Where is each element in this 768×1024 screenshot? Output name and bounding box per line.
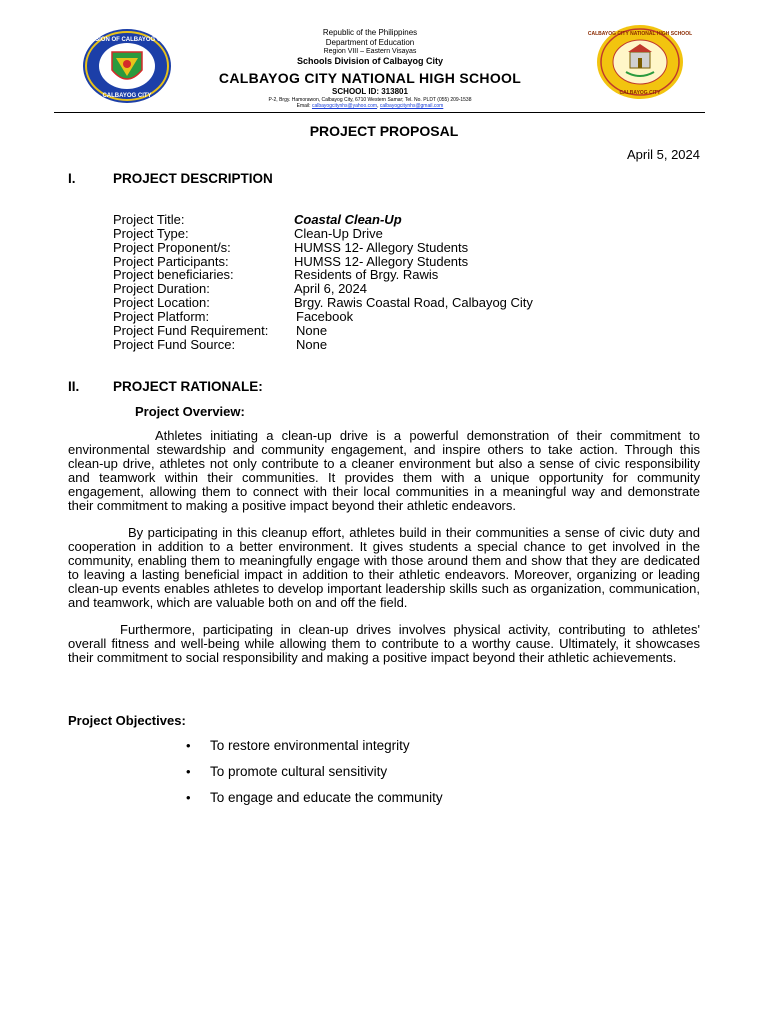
detail-label: Project Type:	[113, 225, 189, 241]
detail-row-duration	[113, 282, 713, 296]
detail-label: Project Title:	[113, 212, 185, 227]
right-seal-top-text: CALBAYOG CITY NATIONAL HIGH SCHOOL	[587, 31, 693, 37]
email-separator: ,	[377, 103, 379, 109]
right-seal-bottom-text: CALBAYOG CITY	[619, 90, 661, 96]
detail-row-platform	[113, 310, 713, 324]
list-item	[186, 738, 686, 764]
section-2-title: PROJECT RATIONALE:	[113, 379, 263, 394]
document-date: April 5, 2024	[627, 147, 700, 162]
detail-value: Facebook	[296, 308, 354, 324]
detail-row-title	[113, 213, 713, 227]
overview-heading: Project Overview:	[135, 404, 245, 419]
bullet-icon: •	[186, 764, 191, 779]
list-item	[186, 790, 686, 816]
detail-row-participants	[113, 255, 713, 269]
detail-row-fund-source	[113, 338, 713, 352]
detail-value: HUMSS 12- Allegory Students	[294, 253, 469, 269]
detail-value-title: Coastal Clean-Up	[294, 212, 402, 227]
detail-label: Project Location:	[113, 295, 210, 311]
objective-text: To promote cultural sensitivity	[210, 764, 388, 779]
objectives-list	[186, 738, 686, 816]
objectives-heading: Project Objectives:	[68, 713, 186, 728]
detail-label: Project Fund Requirement:	[113, 322, 269, 338]
letterhead-divider	[54, 112, 705, 113]
detail-label: Project Participants:	[113, 253, 229, 269]
school-name: CALBAYOG CITY NATIONAL HIGH SCHOOL	[218, 70, 522, 86]
detail-row-proponents	[113, 241, 713, 255]
detail-value: Clean-Up Drive	[294, 225, 383, 241]
email-link-gmail[interactable]: calbayogcitynhs@gmail.com	[379, 103, 444, 109]
rationale-paragraph-3: Furthermore, participating in clean-up drives involves physical activity, contributing to athletes' overall fitness and well-being while allowing them to contribute to a worthy cause. Ultimately, it showcases their commitment to social responsibility and making a positive impact beyond their athletic achievements.	[68, 622, 700, 665]
detail-row-beneficiaries	[113, 268, 713, 282]
detail-row-type	[113, 227, 713, 241]
detail-label: Project Fund Source:	[113, 336, 236, 352]
region-text: Region VIII – Eastern Visayas	[323, 48, 417, 55]
detail-row-location	[113, 296, 713, 310]
email-label: Email:	[296, 103, 311, 109]
rationale-paragraph-2: By participating in this cleanup effort, athletes build in their communities a sense of civic duty and cooperation in addition to a better environment. It gives students a special chance to get involved in the community, enabling them to meaningfully engage with those around them and show that they are dedicated to leaving a lasting beneficial impact in addition to their athletic endeavors. Moreover, organizing or leading clean-up events enables athletes to develop important leadership skills such as organization, communication, and teamwork, which are valuable both on and off the field.	[68, 525, 700, 610]
section-1-number: I.	[68, 171, 76, 186]
section-1-title: PROJECT DESCRIPTION	[113, 171, 273, 186]
left-seal-bottom-text: CALBAYOG CITY	[102, 93, 152, 99]
list-item	[186, 764, 686, 790]
detail-value: Residents of Brgy. Rawis	[294, 267, 439, 283]
rationale-paragraph-1: Athletes initiating a clean-up drive is a powerful demonstration of their commitment to environmental stewardship and community engagement, and inspire others to take action. Through this clean-up drive, athletes not only contribute to a cleaner environment but also a sense of civic responsibility and teamwork within their communities. It provides them with a unique opportunity for community engagement, allowing them to connect with their local communities in a meaningful way and demonstrate their commitment to making a positive impact beyond their athletic endeavors.	[68, 428, 700, 513]
school-address: P-2, Brgy. Hamorawon, Calbayog City, 6710 Western Samar; Tel. No. PLDT (055) 209-1538	[268, 97, 472, 103]
detail-value: None	[296, 322, 328, 338]
detail-row-fund-requirement	[113, 324, 713, 338]
republic-text: Republic of the Philippines	[322, 28, 418, 37]
detail-label: Project Platform:	[113, 308, 210, 324]
department-text: Department of Education	[325, 38, 415, 47]
school-email-line	[190, 104, 550, 109]
email-link-yahoo[interactable]: calbayogcitynhs@yahoo.com	[311, 103, 378, 109]
detail-label: Project beneficiaries:	[113, 267, 234, 283]
school-id: SCHOOL ID: 313801	[332, 87, 408, 96]
project-details-list	[113, 213, 713, 351]
page-title: PROJECT PROPOSAL	[309, 123, 459, 139]
detail-label: Project Proponent/s:	[113, 239, 231, 255]
division-text: Schools Division of Calbayog City	[296, 56, 444, 66]
division-seal-logo	[82, 28, 172, 104]
detail-value: Brgy. Rawis Coastal Road, Calbayog City	[294, 295, 533, 311]
bullet-icon: •	[186, 738, 191, 753]
detail-label: Project Duration:	[113, 281, 210, 297]
detail-value: April 6, 2024	[294, 281, 367, 297]
left-seal-top-text: DIVISION OF CALBAYOG CITY	[83, 37, 171, 43]
objective-text: To restore environmental integrity	[210, 738, 410, 753]
objective-text: To engage and educate the community	[210, 790, 443, 805]
bullet-icon: •	[186, 790, 191, 805]
detail-value: None	[296, 336, 328, 352]
section-2-number: II.	[68, 379, 80, 394]
school-seal-logo	[587, 24, 693, 100]
detail-value: HUMSS 12- Allegory Students	[294, 239, 469, 255]
